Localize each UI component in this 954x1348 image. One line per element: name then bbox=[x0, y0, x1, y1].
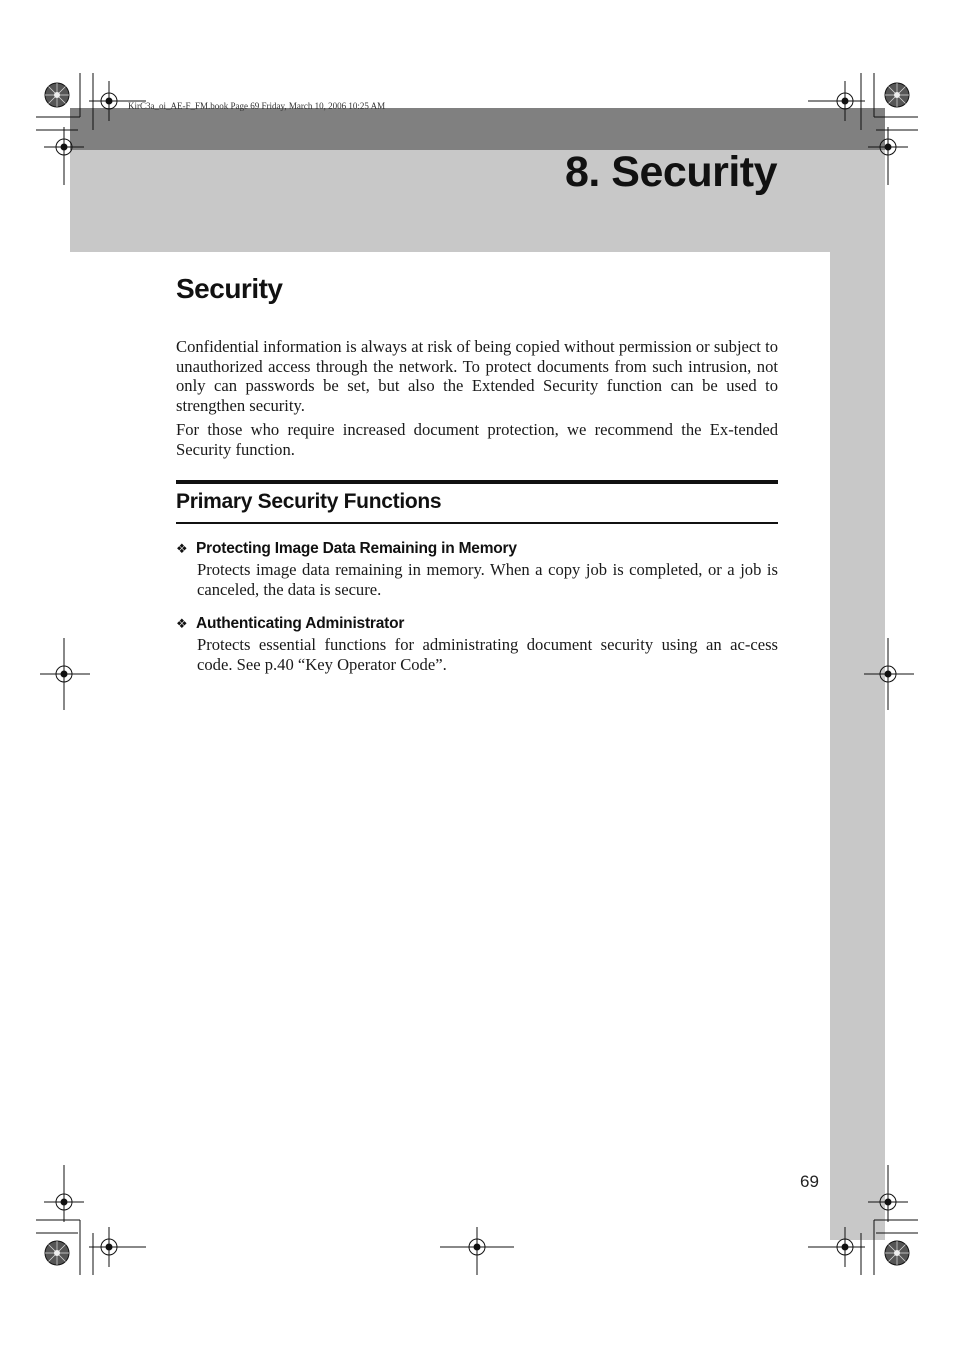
subsection-title: Primary Security Functions bbox=[176, 490, 442, 513]
intro-paragraph: Confidential information is always at risk of being copied without permission or subject to unauthorized access through the network. To protect documents from such intrusion, not only can passwords be set, but also the Extended Security function can be used to strengthen security. bbox=[176, 337, 778, 415]
section-title: Security bbox=[176, 273, 283, 304]
diamond-bullet-icon: ❖ bbox=[176, 542, 188, 557]
chapter-title: 8. Security bbox=[565, 148, 777, 196]
function-item-text: Protects essential functions for administrating document security using an ac-cess code. See p.40 “Key Operator Code”. bbox=[197, 635, 778, 674]
file-stamp: KirC3a_oi_AE-F_FM.book Page 69 Friday, March 10, 2006 10:25 AM bbox=[128, 101, 386, 111]
function-item-text: Protects image data remaining in memory. When a copy job is completed, or a job is canceled, the data is secure. bbox=[197, 560, 778, 599]
diamond-bullet-icon: ❖ bbox=[176, 617, 188, 632]
function-item-title: Authenticating Administrator bbox=[196, 615, 405, 632]
page-number: 69 bbox=[800, 1172, 819, 1191]
recommendation-paragraph: For those who require increased document protection, we recommend the Ex-tended Security function. bbox=[176, 420, 778, 459]
function-item-title: Protecting Image Data Remaining in Memory bbox=[196, 540, 517, 557]
